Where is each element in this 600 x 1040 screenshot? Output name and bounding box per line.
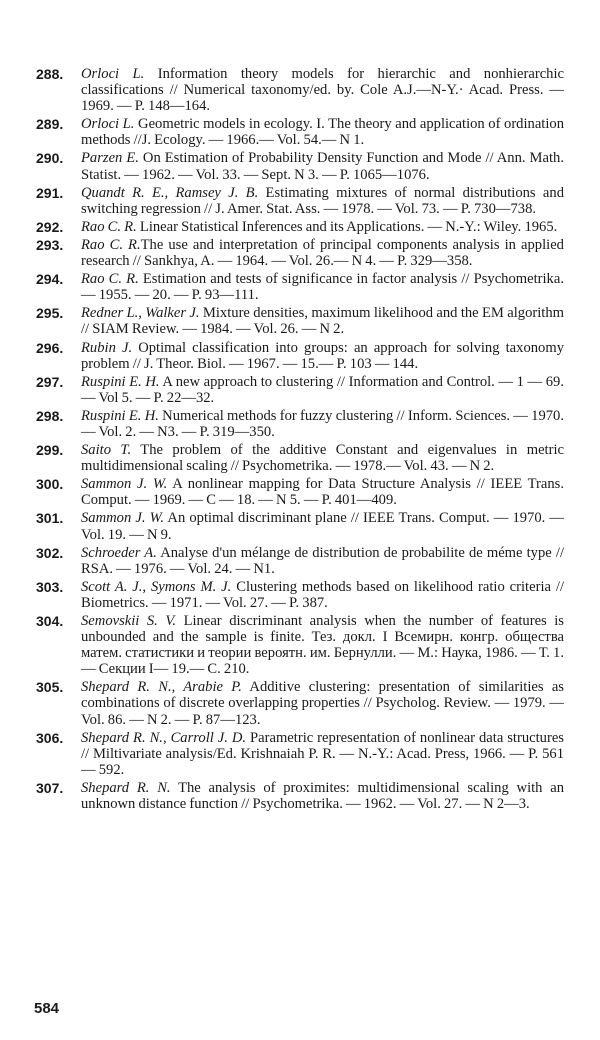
reference-entry (36, 510, 565, 543)
reference-authors: Rao C. R. (81, 218, 137, 235)
reference-authors: Shepard R. N. (81, 779, 171, 796)
reference-number: 306. (36, 729, 64, 746)
reference-number: 288. (36, 66, 64, 82)
reference-text: The use and interpretation of principal components analysis in applied research // Sankhya, A. — 1964. — Vol. 26.— N 4. — P. 329—358. (81, 236, 564, 270)
reference-number: 298. (36, 407, 64, 424)
reference-entry (36, 339, 564, 372)
reference-authors: Sammon J. W. (81, 476, 168, 493)
reference-authors: Orloci L. (81, 66, 145, 82)
reference-number: 302. (36, 544, 64, 561)
reference-text: Geometric models in ecology. I. The theory and application of ordination methods //J. Ecology. — 1966.— Vol. 54.— N 1. (81, 116, 565, 149)
reference-entry (36, 407, 564, 440)
reference-text: Linear Statistical Inferences and its Applications. — N.-Y.: Wiley. 1965. (136, 218, 558, 235)
reference-number: 300. (36, 476, 64, 493)
reference-entry (36, 613, 564, 678)
reference-authors: Rao C. R. (81, 236, 141, 253)
reference-number: 295. (36, 305, 64, 322)
reference-number: 290. (36, 150, 64, 167)
reference-text: Parametric representation of nonlinear data structures // Miltivariate analysis/Ed. Krishnaiah P. R. — N.-Y.: Acad. Press, 1966. — P. 561 — 592. (81, 729, 564, 778)
reference-entry (36, 373, 564, 406)
reference-entry (36, 442, 564, 475)
reference-text: Estimating mixtures of normal distributions and switching regression // J. Amer. Stat. Ass. — 1978. — Vol. 73. — P. 730—738. (81, 184, 564, 217)
reference-number: 301. (36, 510, 64, 527)
reference-authors: Shepard R. N., Arabie P. (81, 679, 242, 696)
reference-entry (36, 150, 564, 183)
reference-text: On Estimation of Probability Density Function and Mode // Ann. Math. Statist. — 1962. — Vol. 33. — Sept. N 3. — P. 1065—1076. (81, 150, 564, 183)
reference-text: Mixture densities, maximum likelihood and the EM algorithm // SIAM Review. — 1984. — Vol. 26. — N 2. (81, 305, 564, 338)
reference-number: 303. (36, 578, 64, 595)
reference-authors: Parzen E. (81, 150, 139, 167)
reference-authors: Scott A. J., Symons M. J. (81, 578, 232, 595)
reference-authors: Sammon J. W. (81, 510, 165, 527)
reference-text: Estimation and tests of significance in factor analysis // Psychometrika. — 1955. — 20. — P. 93—111. (81, 271, 564, 304)
reference-number: 297. (36, 373, 64, 390)
reference-text: Clustering methods based on likelihood ratio criteria // Biometrics. — 1971. — Vol. 27. — P. 387. (81, 578, 564, 611)
reference-entry (36, 779, 565, 813)
reference-authors: Quandt R. E., Ramsey J. B. (81, 184, 259, 201)
reference-entry (36, 305, 564, 338)
reference-authors: Ruspini E. H. (81, 407, 159, 424)
reference-entry (36, 218, 564, 235)
reference-entry (36, 544, 564, 577)
reference-authors: Schroeder A. (81, 544, 157, 561)
reference-entry (36, 236, 564, 270)
reference-text: Additive clustering: presentation of similarities as combinations of discrete overlapping properties // Psycholog. Review. — 1979. — Vol. 86. — N 2. — P. 87—123. (81, 679, 564, 728)
reference-authors: Saito T. (81, 442, 132, 459)
reference-entry (36, 729, 564, 778)
reference-authors: Orloci L. (81, 116, 135, 133)
reference-text: Numerical methods for fuzzy clustering // Inform. Sciences. — 1970. — Vol. 2. — N3. — P. 319—350. (81, 407, 564, 440)
reference-authors: Ruspini E. H. (81, 373, 160, 390)
reference-text: The analysis of proximites: multidimensional scaling with an unknown distance function // Psychometrika. — 1962. — Vol. 27. — N 2—3. (81, 779, 565, 813)
reference-entry (36, 271, 564, 304)
reference-text: Information theory models for hierarchic and nonhierarchic classifications // Numerical taxonomy/ed. by. Cole A.J.—N-Y.· Acad. Press. — 1969. — P. 148—164. (81, 66, 565, 115)
reference-number: 291. (36, 184, 64, 201)
reference-number: 294. (36, 271, 64, 288)
reference-number: 305. (36, 679, 64, 696)
reference-authors: Rao C. R. (81, 271, 139, 288)
reference-text: Optimal classification into groups: an approach for solving taxonomy problem // J. Theor. Biol. — 1967. — 15.— P. 103 — 144. (81, 339, 564, 372)
reference-entry (36, 679, 564, 728)
reference-authors: Rubin J. (81, 339, 133, 356)
reference-entry (36, 578, 564, 611)
reference-number: 296. (36, 339, 64, 356)
bibliography-list (36, 66, 565, 814)
reference-text: A nonlinear mapping for Data Structure Analysis // IEEE Trans. Comput. — 1969. — C — 18. — N 5. — P. 401—409. (81, 476, 564, 509)
reference-entry (36, 184, 564, 217)
reference-number: 292. (36, 218, 64, 235)
reference-text: An optimal discriminant plane // IEEE Trans. Comput. — 1970. — Vol. 19. — N 9. (81, 510, 565, 543)
reference-text: Linear discriminant analysis when the number of features is unbounded and the sample is finite. Тез. докл. I Всемирн. конгр. общества матем. статистики и теории вероятн. им. Бернулли. — М.: Наука, 1986. — Т. 1. — Секции I— 19.— С. 210. (81, 613, 564, 678)
reference-number: 307. (36, 779, 64, 796)
reference-text: The problem of the additive Constant and eigenvalues in metric multidimensional scaling // Psychometrika. — 1978.— Vol. 43. — N 2. (81, 442, 564, 475)
reference-text: A new approach to clustering // Information and Control. — 1 — 69. — Vol 5. — P. 22—32. (81, 373, 564, 406)
reference-authors: Semovskii S. V. (81, 613, 177, 629)
reference-entry (36, 476, 564, 509)
reference-number: 293. (36, 236, 64, 253)
reference-number: 304. (36, 613, 64, 629)
reference-entry (36, 66, 565, 115)
reference-entry (36, 116, 565, 149)
page-number: 584 (34, 1000, 60, 1017)
reference-text: Analyse d'un mélange de distribution de probabilite de méme type // RSA. — 1976. — Vol. 24. — N1. (81, 544, 564, 577)
reference-authors: Shepard R. N., Carroll J. D. (81, 729, 247, 746)
reference-number: 289. (36, 116, 64, 133)
reference-authors: Redner L., Walker J. (81, 305, 200, 322)
reference-number: 299. (36, 442, 64, 459)
